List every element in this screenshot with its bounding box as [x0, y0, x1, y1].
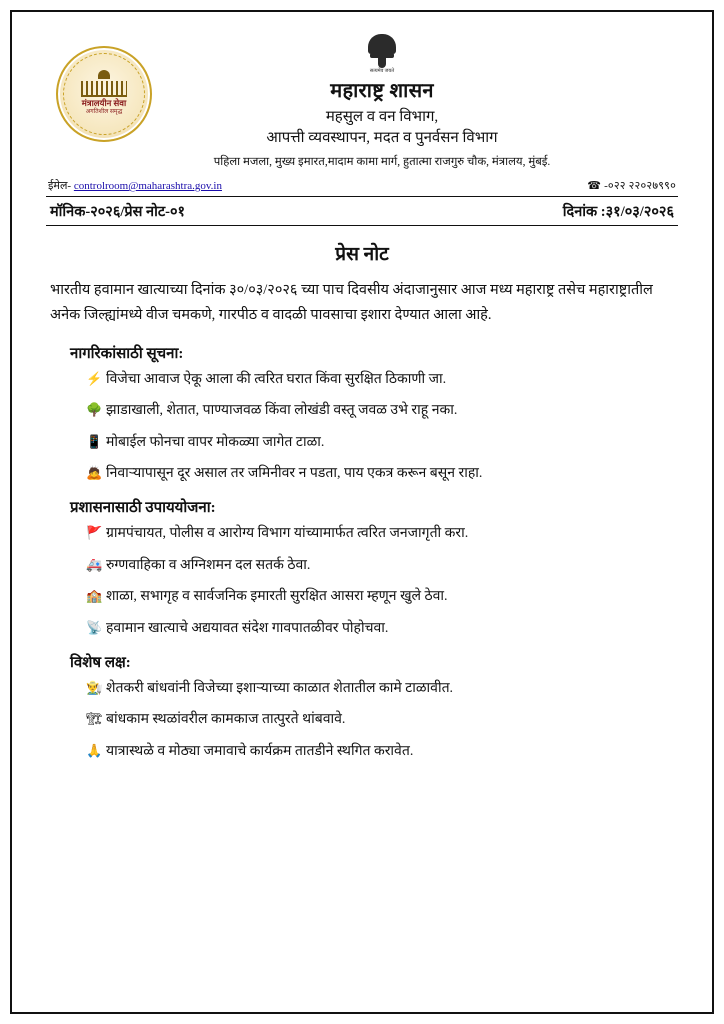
list-item: [86, 586, 674, 608]
list-item: [86, 555, 674, 577]
list-item: [86, 741, 674, 763]
contact-row: [44, 178, 680, 193]
school-building-icon: 🏫: [86, 588, 103, 604]
list-item: [86, 432, 674, 454]
department-line-1: महसुल व वन विभाग,: [325, 109, 439, 125]
list-item: [86, 463, 674, 485]
satellite-antenna-icon: 📡: [86, 619, 103, 635]
department-line-2: आपत्ती व्यवस्थापन, मदत व पुनर्वसन विभाग: [266, 130, 498, 146]
list-item-text: रुग्णवाहिका व अग्निशमन दल सतर्क ठेवा.: [106, 557, 311, 573]
reference-number: मॉनिक-२०२६/प्रेस नोट-०१: [50, 204, 186, 221]
phone-number: -०२२ २२०२७९९०: [604, 180, 676, 193]
page-title: प्रेस नोट: [335, 244, 389, 266]
mobile-phone-icon: 📱: [86, 433, 103, 449]
section-administration-measures: [70, 497, 674, 640]
list-item-text: ग्रामपंचायत, पोलीस व आरोग्य विभाग यांच्यामार्फत त्वरित जनजागृती करा.: [106, 526, 469, 542]
email-link[interactable]: controlroom@maharashtra.gov.in: [73, 180, 222, 193]
office-address: पहिला मजला, मुख्य इमारत,मादाम कामा मार्ग, हुतात्मा राजगुरु चौक, मंत्रालय, मुंबई.: [213, 156, 551, 168]
list-item-text: झाडाखाली, शेतात, पाण्याजवळ किंवा लोखंडी वस्तू जवळ उभे राहू नका.: [106, 403, 458, 419]
government-title: महाराष्ट्र शासन: [330, 80, 434, 102]
list-item-text: शेतकरी बांधवांनी विजेच्या इशाऱ्याच्या काळात शेतातील कामे टाळावीत.: [106, 680, 454, 696]
list-item-text: हवामान खात्याचे अद्ययावत संदेश गावपातळीवर पोहोचवा.: [106, 620, 389, 636]
list-item: [86, 618, 674, 640]
pilgrimage-icon: 🙏: [86, 742, 103, 758]
list-item-text: निवाऱ्यापासून दूर असाल तर जमिनीवर न पडता, पाय एकत्र करून बसून राहा.: [106, 466, 483, 482]
flag-icon: 🚩: [86, 525, 103, 541]
document-header: [104, 32, 660, 170]
list-item-text: विजेचा आवाज ऐकू आला की त्वरित घरात किंवा सुरक्षित ठिकाणी जा.: [106, 371, 447, 387]
list-item-text: शाळा, सभागृह व सार्वजनिक इमारती सुरक्षित आसरा म्हणून खुले ठेवा.: [106, 589, 448, 605]
section-special-attention: [70, 652, 674, 763]
email-block: [48, 178, 222, 193]
list-item: [86, 523, 674, 545]
intro-paragraph: भारतीय हवामान खात्याच्या दिनांक ३०/०३/२०२६ च्या पाच दिवसीय अंदाजानुसार आज मध्य महाराष्ट्र तसेच महाराष्ट्रातील अनेक जिल्ह्यांमध्ये वीज चमकणे, गारपीठ व वादळी पावसाचा इशारा देण्यात आला आहे.: [50, 282, 653, 324]
seal-bottom-text: अगतिशील समृद्ध: [85, 108, 123, 115]
lightning-icon: ⚡: [86, 370, 103, 386]
emblem-motto: सत्यमेव जयते: [369, 69, 395, 74]
document-date: दिनांक :३१/०३/२०२६: [562, 204, 674, 221]
phone-block: [587, 178, 676, 193]
crouching-person-icon: 🙇: [86, 465, 103, 481]
section-heading: नागरिकांसाठी सूचना:: [70, 345, 184, 362]
ambulance-icon: 🚑: [86, 556, 103, 572]
section-citizen-advisory: [70, 343, 674, 486]
section-heading: प्रशासनासाठी उपाययोजना:: [70, 500, 216, 517]
telephone-icon: ☎: [587, 180, 602, 193]
seal-top-text: मंत्रालयीन सेवा: [81, 97, 127, 108]
list-item: [86, 709, 674, 731]
meta-row: [44, 197, 680, 221]
farmer-icon: 👨‍🌾: [86, 679, 103, 695]
list-item-text: यात्रास्थळे व मोठ्या जमावाचे कार्यक्रम तातडीने स्थगित करावेत.: [106, 743, 414, 759]
national-emblem-icon: [365, 32, 399, 76]
header-divider-2: [46, 225, 678, 226]
list-item-text: मोबाईल फोनचा वापर मोकळ्या जागेत टाळा.: [106, 434, 325, 450]
bullet-list: [70, 523, 674, 640]
list-item-text: बांधकाम स्थळांवरील कामकाज तात्पुरते थांबवावे.: [106, 712, 346, 728]
email-label: ईमेल-: [48, 180, 72, 193]
list-item: [86, 369, 674, 391]
bullet-list: [70, 369, 674, 486]
page-content: [10, 10, 714, 1014]
section-heading: विशेष लक्ष:: [70, 654, 131, 671]
list-item: [86, 678, 674, 700]
list-item: [86, 400, 674, 422]
construction-icon: 🏗: [86, 711, 103, 727]
tree-icon: 🌳: [86, 402, 103, 418]
seal-building-icon: [81, 77, 127, 97]
ministry-seal-logo: [56, 46, 152, 142]
bullet-list: [70, 678, 674, 763]
